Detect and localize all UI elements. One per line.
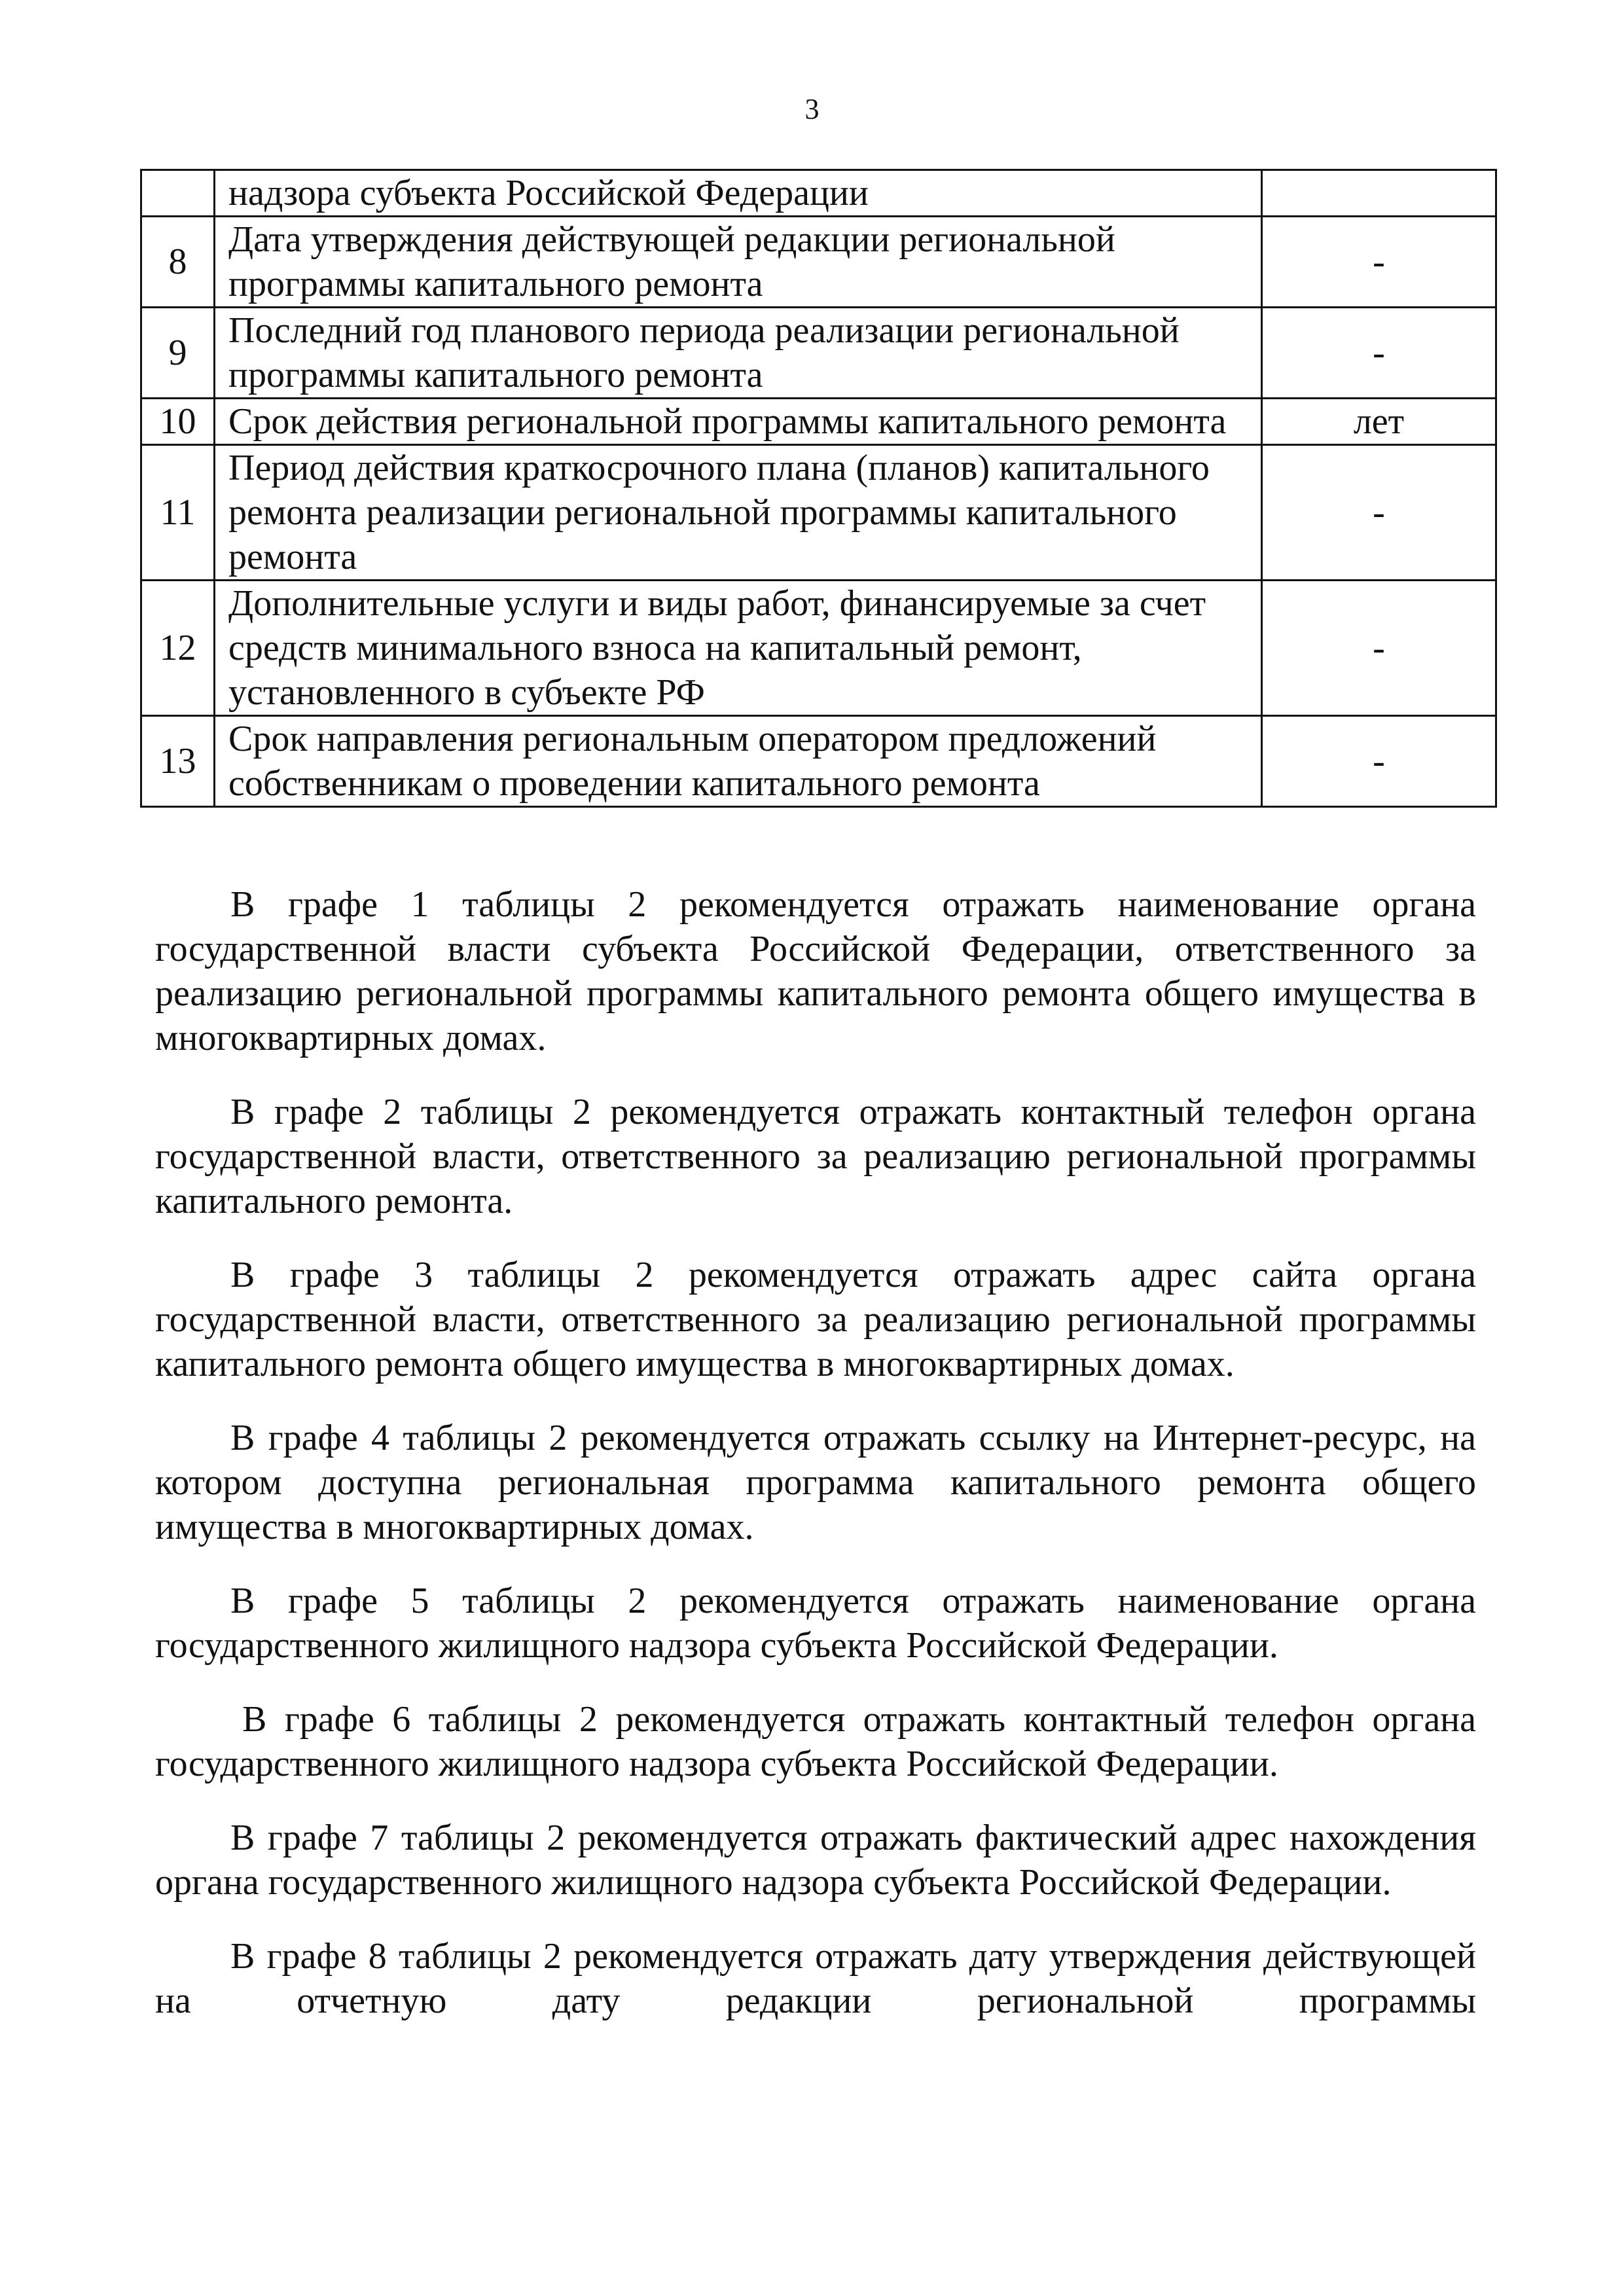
table-row	[141, 716, 1496, 807]
row-unit: -	[1262, 217, 1496, 308]
row-parameter-name: Период действия краткосрочного плана (планов) капитального ремонта реализации региональной программы капитального ремонта	[215, 445, 1262, 581]
table-row	[141, 170, 1496, 217]
paragraph-column-1: В графе 1 таблицы 2 рекомендуется отражать наименование органа государственной власти субъекта Российской Федерации, ответственного за реализацию региональной программы капитального ремонта общего имущества в многоквартирных домах.	[155, 884, 1476, 1058]
row-number: 13	[141, 716, 215, 807]
row-unit: -	[1262, 308, 1496, 399]
row-number: 8	[141, 217, 215, 308]
paragraph-column-4: В графе 4 таблицы 2 рекомендуется отражать ссылку на Интернет-ресурс, на котором доступна региональная программа капитального ремонта общего имущества в многоквартирных домах.	[155, 1418, 1476, 1547]
paragraph-column-6: В графе 6 таблицы 2 рекомендуется отражать контактный телефон органа государственного жилищного надзора субъекта Российской Федерации.	[155, 1699, 1476, 1784]
parameters-table	[140, 169, 1497, 808]
row-number: 10	[141, 399, 215, 445]
row-parameter-name: надзора субъекта Российской Федерации	[215, 170, 1262, 217]
paragraph-column-5: В графе 5 таблицы 2 рекомендуется отражать наименование органа государственного жилищного надзора субъекта Российской Федерации.	[155, 1581, 1476, 1666]
table-row	[141, 445, 1496, 581]
row-parameter-name: Дата утверждения действующей редакции региональной программы капитального ремонта	[215, 217, 1262, 308]
row-unit: лет	[1262, 399, 1496, 445]
paragraph-column-3: В графе 3 таблицы 2 рекомендуется отражать адрес сайта органа государственной власти, ответственного за реализацию региональной программы капитального ремонта общего имущества в многоквартирных домах.	[155, 1255, 1476, 1384]
table-row	[141, 217, 1496, 308]
row-number: 12	[141, 581, 215, 716]
row-number	[141, 170, 215, 217]
row-unit: -	[1262, 445, 1496, 581]
table-row	[141, 399, 1496, 445]
row-parameter-name: Дополнительные услуги и виды работ, финансируемые за счет средств минимального взноса на капитальный ремонт, установленного в субъекте РФ	[215, 581, 1262, 716]
row-unit	[1262, 170, 1496, 217]
page-number: 3	[804, 93, 820, 125]
paragraph-column-7: В графе 7 таблицы 2 рекомендуется отражать фактический адрес нахождения органа государственного жилищного надзора субъекта Российской Федерации.	[155, 1818, 1476, 1903]
table-row	[141, 308, 1496, 399]
row-unit: -	[1262, 716, 1496, 807]
row-parameter-name: Срок действия региональной программы капитального ремонта	[215, 399, 1262, 445]
row-parameter-name: Последний год планового периода реализации региональной программы капитального ремонта	[215, 308, 1262, 399]
row-number: 9	[141, 308, 215, 399]
paragraph-column-2: В графе 2 таблицы 2 рекомендуется отражать контактный телефон органа государственной власти, ответственного за реализацию региональной программы капитального ремонта.	[155, 1092, 1476, 1221]
row-unit: -	[1262, 581, 1496, 716]
paragraph-column-8: В графе 8 таблицы 2 рекомендуется отражать дату утверждения действующей на отчетную дату редакции региональной программы	[155, 1936, 1476, 2021]
row-parameter-name: Срок направления региональным оператором предложений собственникам о проведении капитального ремонта	[215, 716, 1262, 807]
table-row	[141, 581, 1496, 716]
body-text	[155, 882, 1476, 2053]
row-number: 11	[141, 445, 215, 581]
